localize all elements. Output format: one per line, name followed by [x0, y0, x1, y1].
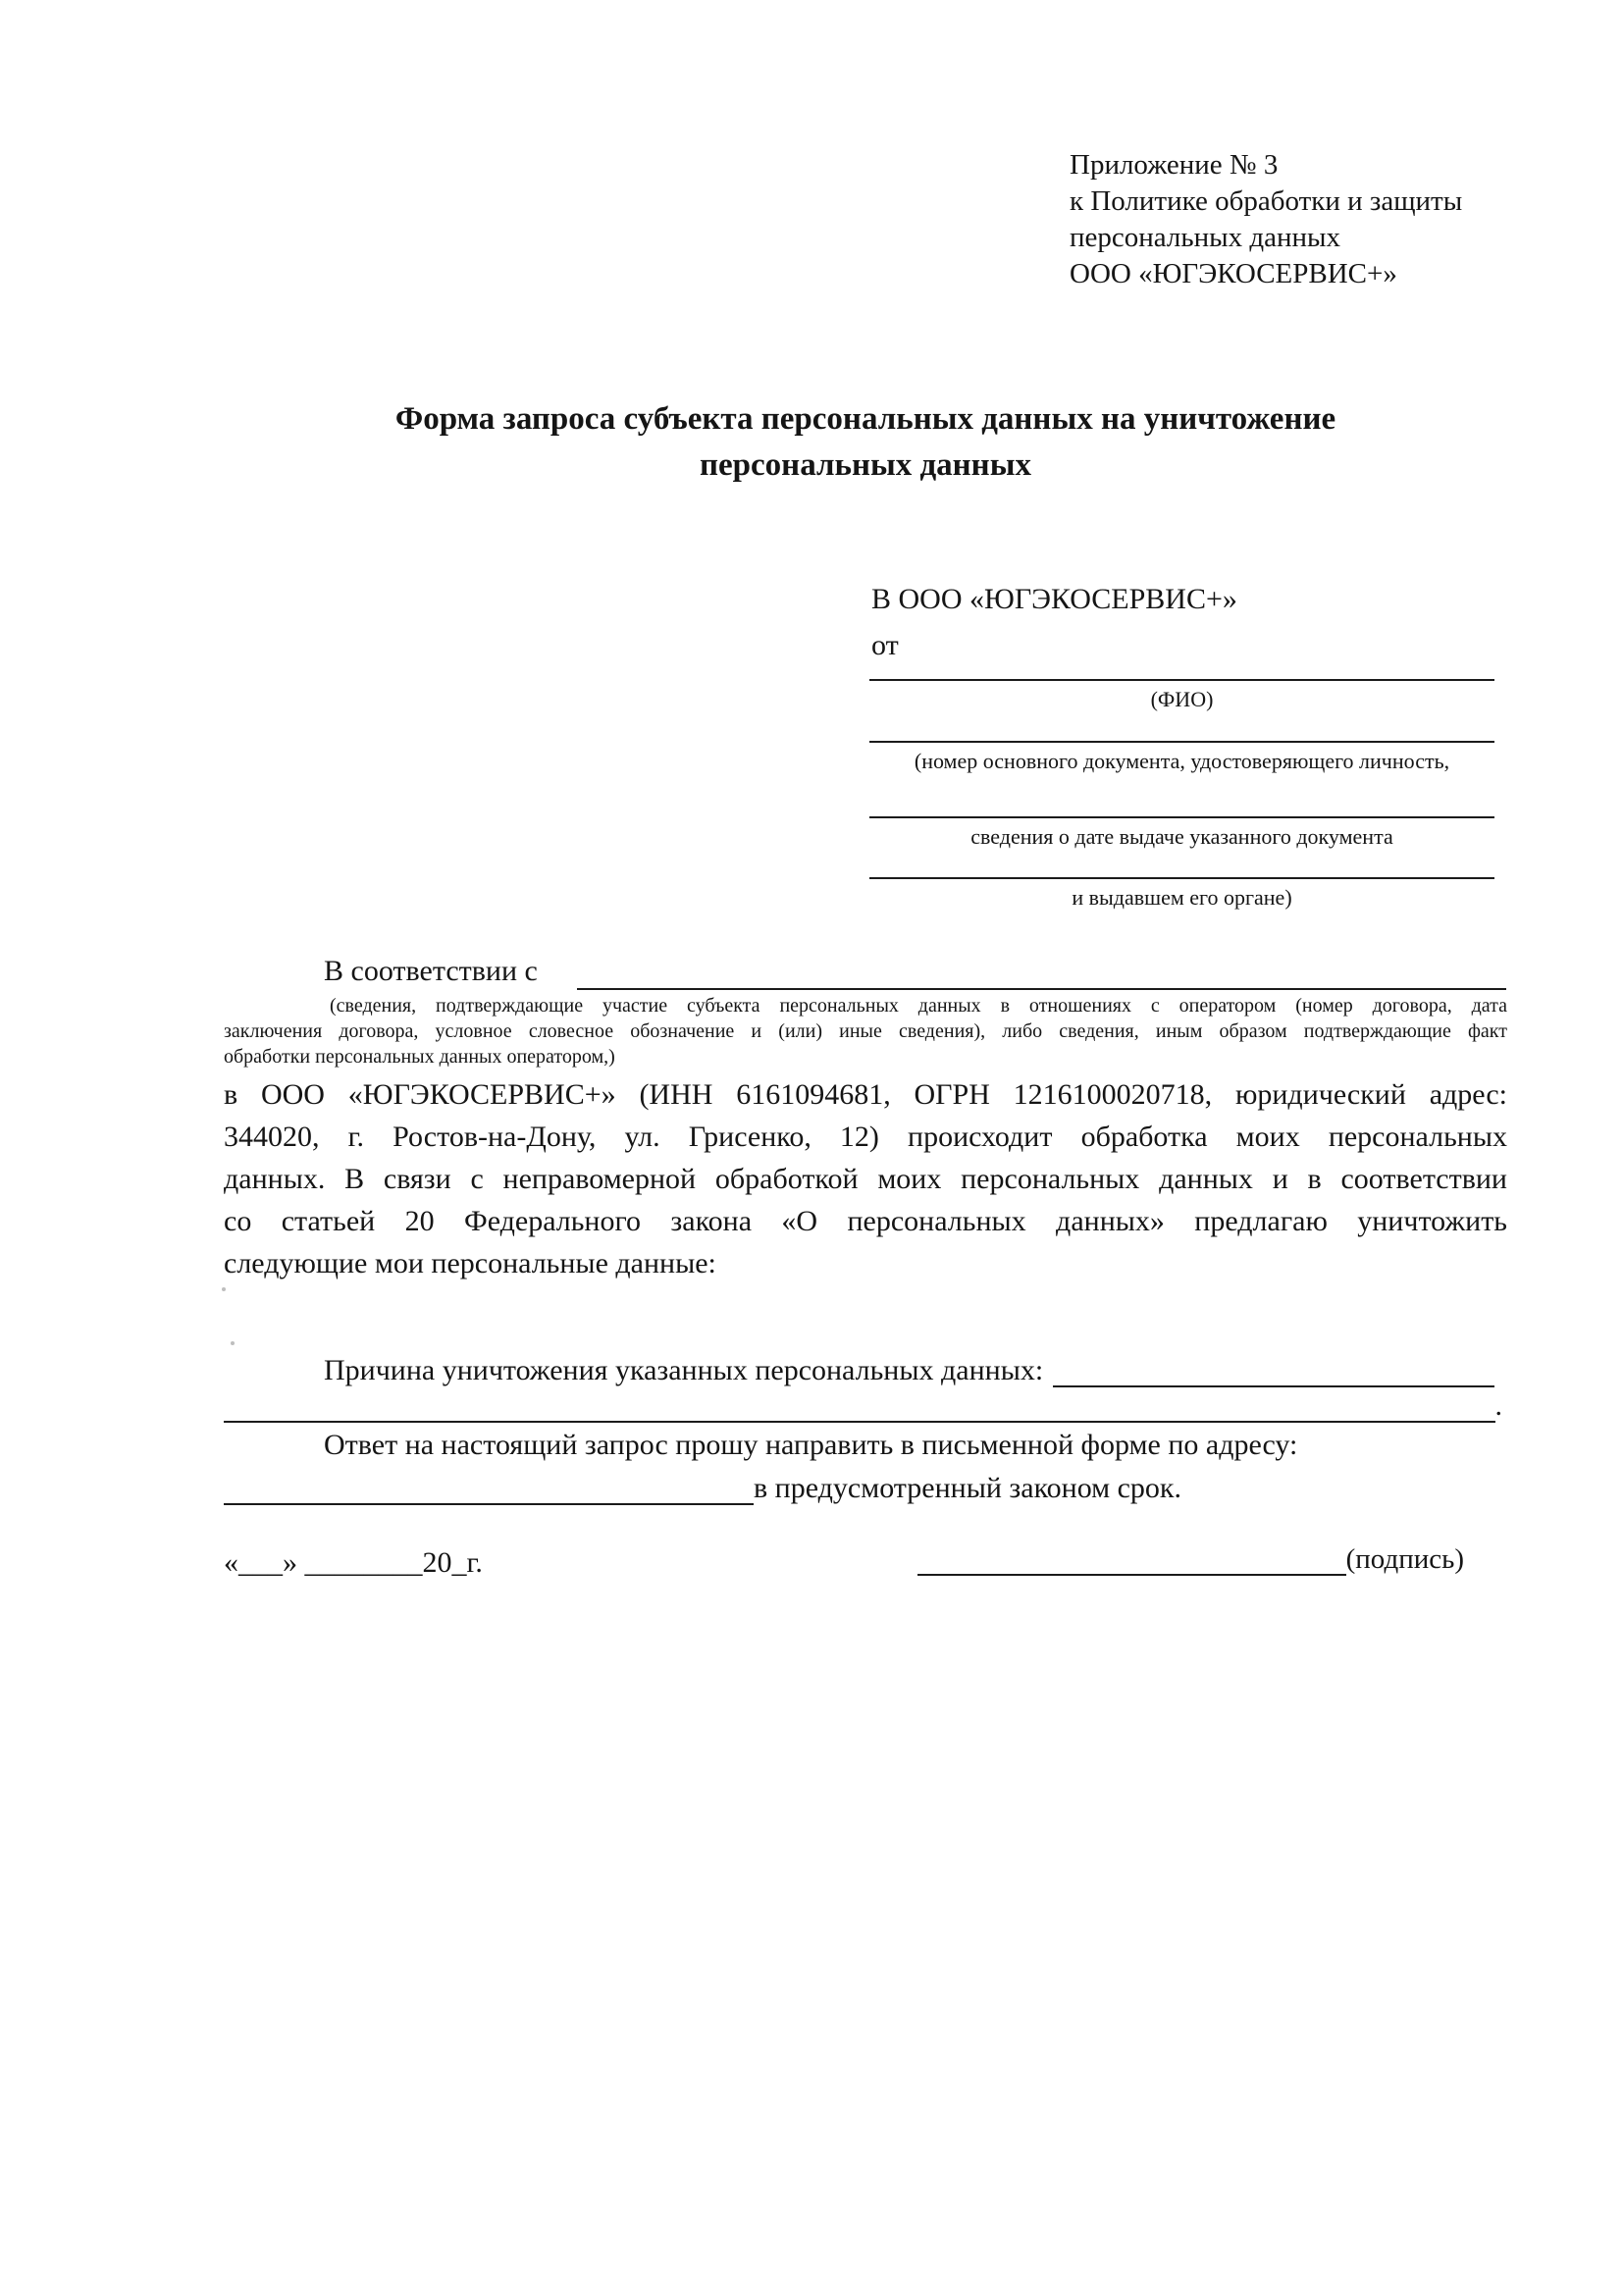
stray-bullet-dot-1: [222, 1287, 226, 1291]
signature-row: [917, 1543, 1464, 1576]
signature-blank-line: [917, 1547, 1346, 1576]
body-line-2: 344020, г. Ростов-на-Дону, ул. Грисенко, 12) происходит обработка моих персональных: [224, 1121, 1507, 1153]
address-row: [224, 1469, 1507, 1505]
body-line-3: данных. В связи с неправомерной обработкой моих персональных данных и в соответствии: [224, 1163, 1507, 1195]
header-note-line-1: Приложение № 3: [1070, 149, 1279, 181]
accordance-lead: В соответствии с: [324, 955, 538, 987]
accordance-note-line-1: (сведения, подтверждающие участие субъекта персональных данных в отношениях с оператором (номер договора, дата: [330, 995, 1507, 1017]
body-paragraph: [224, 1073, 1507, 1284]
address-blank-line: [224, 1469, 754, 1505]
header-note-line-4: ООО «ЮГЭКОСЕРВИС+»: [1070, 258, 1397, 289]
accordance-note-line-2: заключения договора, условное словесное обозначение и (или) иные сведения), либо сведения, иным образом подтверждающие факт: [224, 1020, 1507, 1042]
header-note-line-2: к Политике обработки и защиты: [1070, 185, 1463, 217]
document-number-blank-line: [869, 741, 1494, 743]
document-number-caption: (номер основного документа, удостоверяющего личность,: [914, 749, 1450, 773]
issue-date-blank-line: [869, 816, 1494, 818]
reason-continuation-blank-line: [224, 1385, 1495, 1423]
page-title-line-2: персональных данных: [700, 447, 1031, 483]
header-note: [1070, 147, 1482, 292]
addressee-to: В ООО «ЮГЭКОСЕРВИС+»: [871, 583, 1237, 615]
issuing-authority-caption: и выдавшем его органе): [1072, 885, 1292, 910]
reason-trailing-period: .: [1494, 1389, 1502, 1422]
header-note-line-3: персональных данных: [1070, 222, 1341, 253]
reason-continuation-row: [224, 1385, 1502, 1423]
body-line-1: в ООО «ЮГЭКОСЕРВИС+» (ИНН 6161094681, ОГРН 1216100020718, юридический адрес:: [224, 1078, 1507, 1111]
accordance-note-line-3: обработки персональных данных оператором,): [224, 1046, 615, 1068]
accordance-blank-line: [577, 988, 1506, 990]
reason-row: [324, 1350, 1494, 1387]
body-line-4: со статьей 20 Федерального закона «О персональных данных» предлагаю уничтожить: [224, 1205, 1507, 1237]
addressee-from-label: от: [871, 629, 899, 661]
page-title: [224, 396, 1507, 489]
page-title-line-1: Форма запроса субъекта персональных данных на уничтожение: [394, 401, 1336, 437]
fio-caption: (ФИО): [1150, 687, 1214, 711]
body-line-5: следующие мои персональные данные:: [224, 1247, 716, 1279]
issue-date-caption: сведения о дате выдаче указанного документа: [970, 824, 1393, 849]
reason-label: Причина уничтожения указанных персональных данных:: [324, 1354, 1044, 1386]
response-deadline: в предусмотренный законом срок.: [754, 1472, 1181, 1504]
response-request: Ответ на настоящий запрос прошу направить в письменной форме по адресу:: [324, 1429, 1298, 1461]
signature-caption: (подпись): [1345, 1543, 1464, 1575]
reason-blank-line: [1053, 1350, 1494, 1387]
signature-date: «___» ________20_г.: [224, 1546, 483, 1579]
stray-bullet-dot-2: [231, 1341, 235, 1345]
issuing-authority-blank-line: [869, 877, 1494, 879]
fio-blank-line: [869, 679, 1494, 681]
